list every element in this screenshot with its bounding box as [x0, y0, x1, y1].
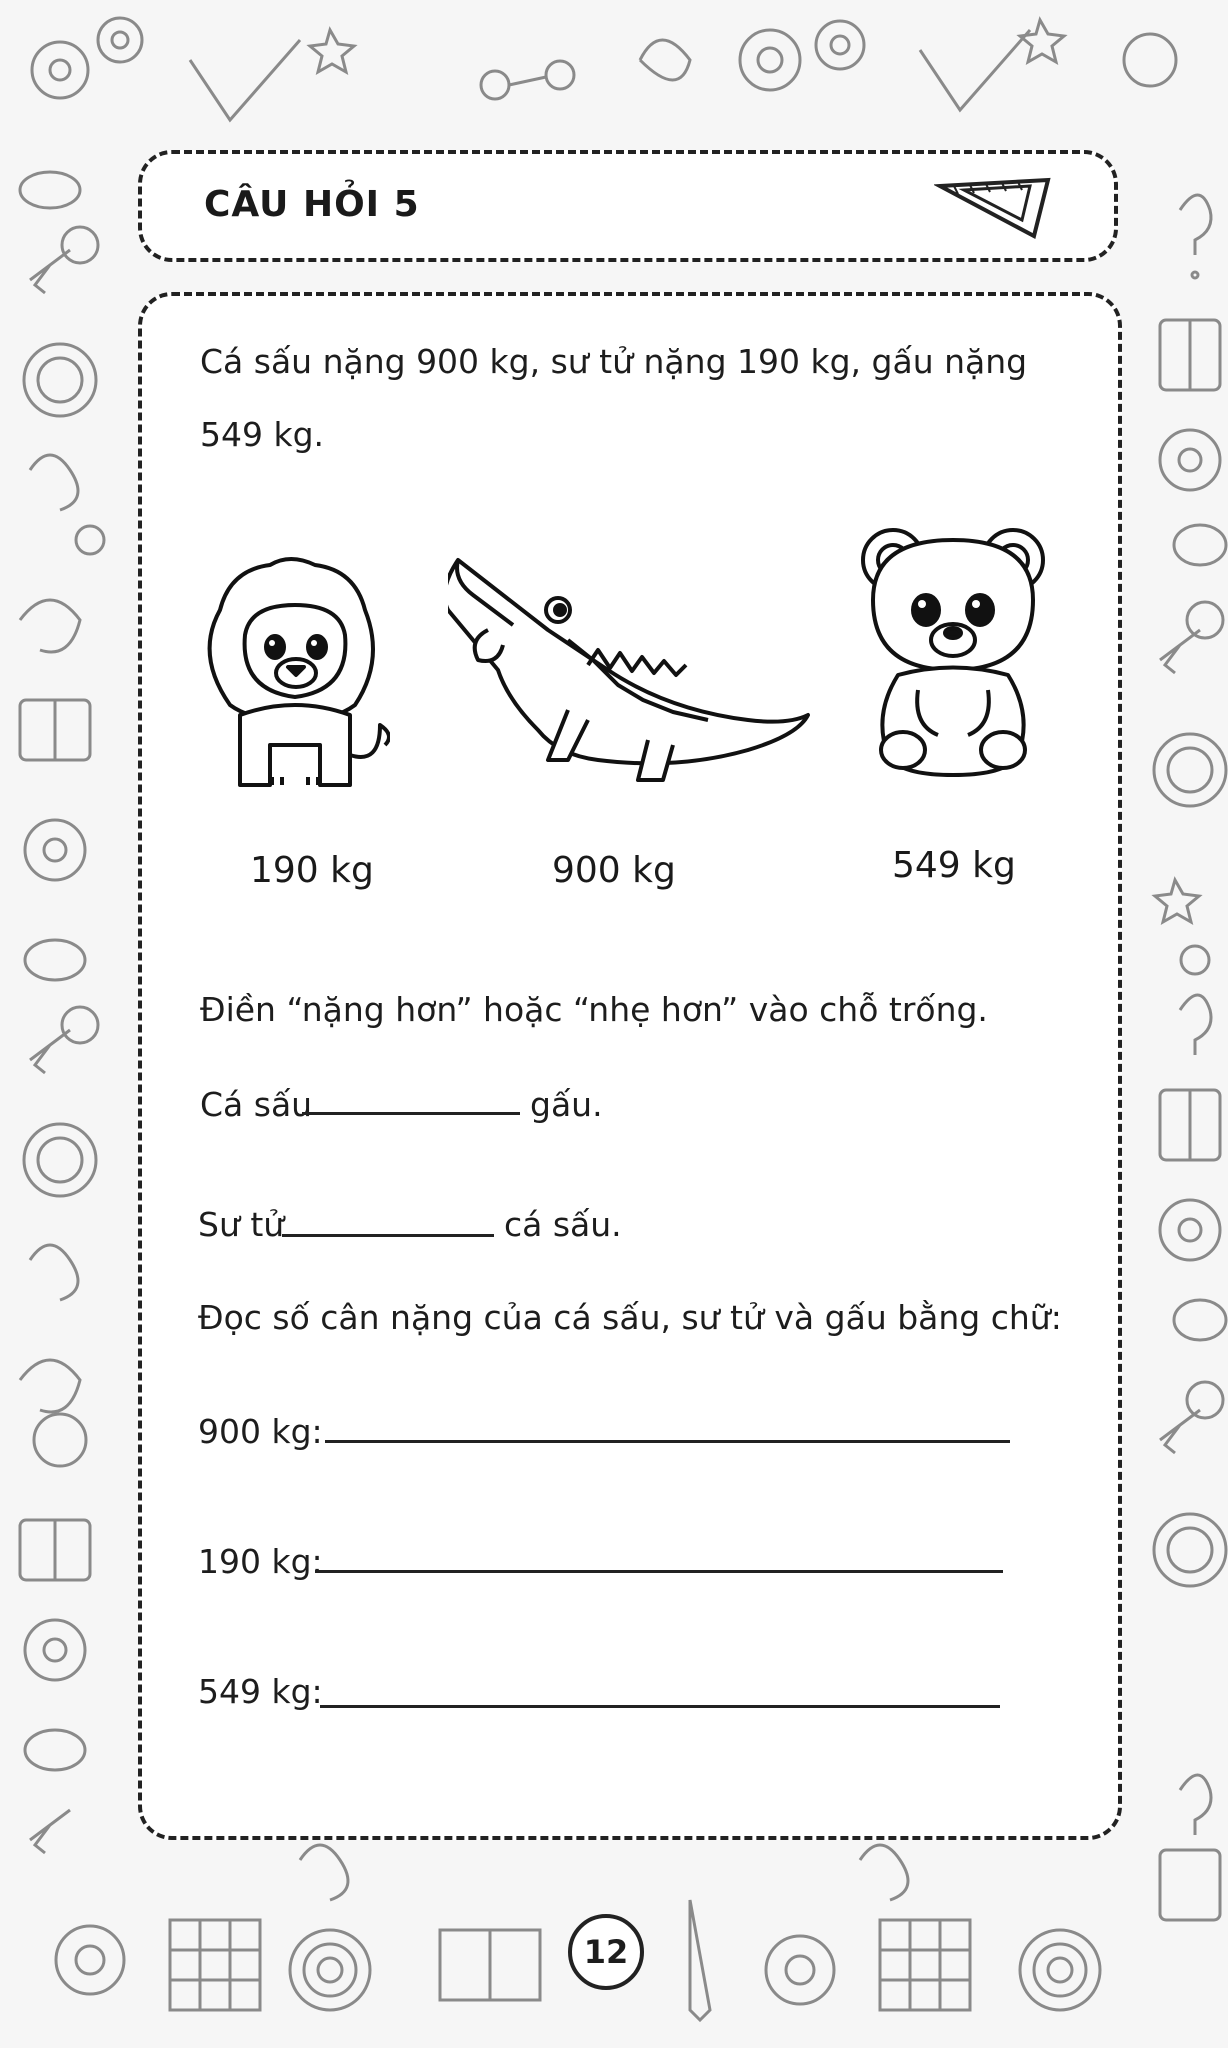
fill-in-row-1-left: Cá sấu — [200, 1085, 313, 1124]
bear-weight: 549 kg — [892, 845, 1016, 886]
question-title: CÂU HỎI 5 — [204, 184, 420, 225]
read-blank-549[interactable] — [320, 1705, 1000, 1708]
fill-in-blank-2[interactable] — [282, 1234, 494, 1237]
lion-weight: 190 kg — [250, 850, 374, 891]
read-row-900: 900 kg: — [198, 1412, 323, 1451]
fill-in-blank-1[interactable] — [302, 1112, 520, 1115]
fill-in-row-2-left: Sư tử — [198, 1205, 285, 1244]
bear-icon — [858, 515, 1048, 785]
fill-in-instruction: Điền “nặng hơn” hoặc “nhẹ hơn” vào chỗ trống. — [200, 990, 988, 1029]
problem-text-line-2: 549 kg. — [200, 415, 325, 454]
fill-in-row-2-right: cá sấu. — [504, 1205, 622, 1244]
problem-text-line-1: Cá sấu nặng 900 kg, sư tử nặng 190 kg, gấu nặng — [200, 342, 1028, 381]
read-numbers-instruction: Đọc số cân nặng của cá sấu, sư tử và gấu bằng chữ: — [198, 1298, 1062, 1337]
read-blank-190[interactable] — [315, 1570, 1003, 1573]
read-row-190: 190 kg: — [198, 1542, 323, 1581]
fill-in-row-1-right: gấu. — [530, 1085, 603, 1124]
page-number-badge — [568, 1914, 644, 1990]
set-square-icon — [934, 172, 1054, 242]
lion-icon — [200, 555, 390, 805]
read-row-549: 549 kg: — [198, 1672, 323, 1711]
page-number: 12 — [583, 1933, 629, 1971]
question-header — [138, 150, 1118, 262]
read-blank-900[interactable] — [325, 1440, 1010, 1443]
crocodile-icon — [448, 540, 828, 790]
crocodile-weight: 900 kg — [552, 850, 676, 891]
